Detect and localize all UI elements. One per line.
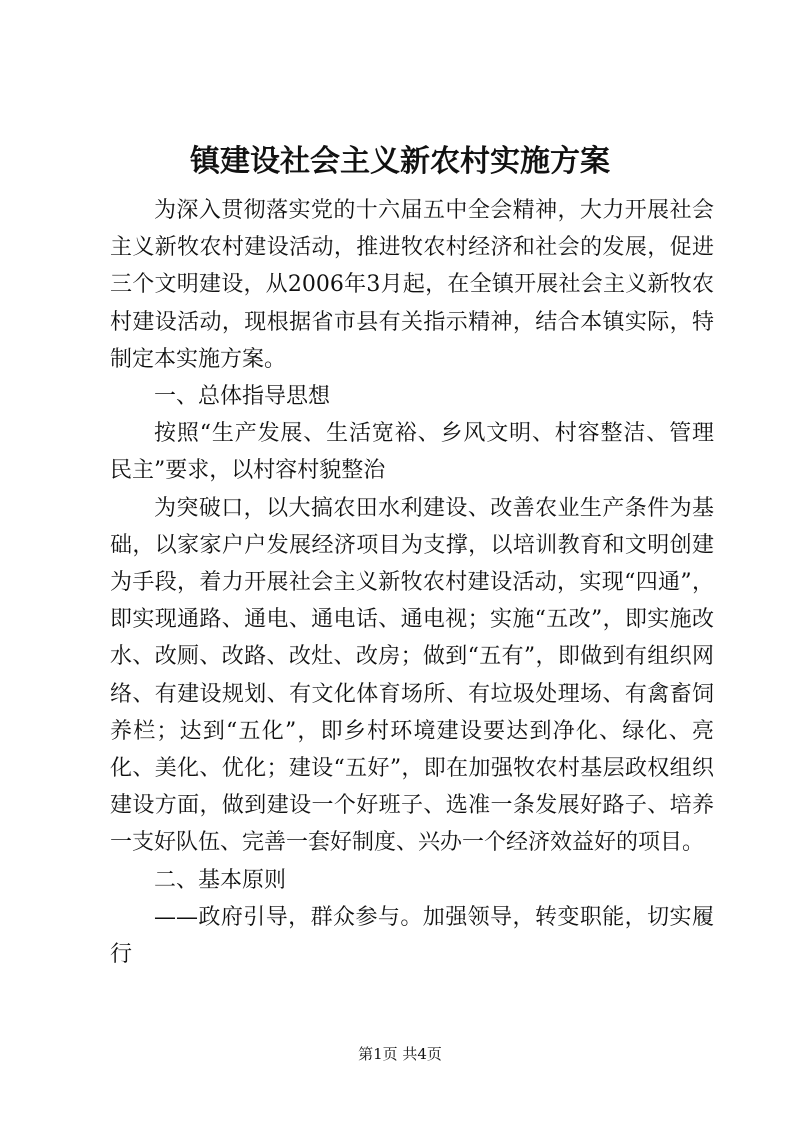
details-paragraph: 为突破口，以大搞农田水利建设、改善农业生产条件为基础，以家家户户发展经济项目为支撑，以培训教育和文明创建为手段，着力开展社会主义新牧农村建设活动，实现“四通”，即实现通路、通电、通电话、通电视；实施“五改”，即实施改水、改厕、改路、改灶、改房；做到“五有”，即做到有组织网络、有建设规划、有文化体育场所、有垃圾处理场、有禽畜饲养栏；达到“五化”，即乡村环境建设要达到净化、绿化、亮化、美化、优化；建设“五好”，即在加强牧农村基层政权组织建设方面，做到建设一个好班子、选准一条发展好路子、培养一支好队伍、完善一套好制度、兴办一个经济效益好的项目。 bbox=[110, 495, 714, 856]
document-body bbox=[110, 192, 714, 973]
section-heading-1: 一、总体指导思想 bbox=[154, 384, 331, 410]
guideline-paragraph: 按照“生产发展、生活宽裕、乡风文明、村容整洁、管理民主”要求，以村容村貌整治 bbox=[110, 421, 714, 484]
page-footer: 第1页 共4页 bbox=[358, 1045, 442, 1063]
principle-paragraph: ——政府引导，群众参与。加强领导，转变职能，切实履行 bbox=[110, 904, 714, 968]
document-title: 镇建设社会主义新农村实施方案 bbox=[190, 144, 610, 179]
section-heading-2: 二、基本原则 bbox=[154, 867, 287, 893]
intro-paragraph: 为深入贯彻落实党的十六届五中全会精神，大力开展社会主义新牧农村建设活动，推进牧农村经济和社会的发展，促进三个文明建设，从2006年3月起，在全镇开展社会主义新牧农村建设活动，现根据省市县有关指示精神，结合本镇实际，特制定本实施方案。 bbox=[110, 198, 714, 372]
